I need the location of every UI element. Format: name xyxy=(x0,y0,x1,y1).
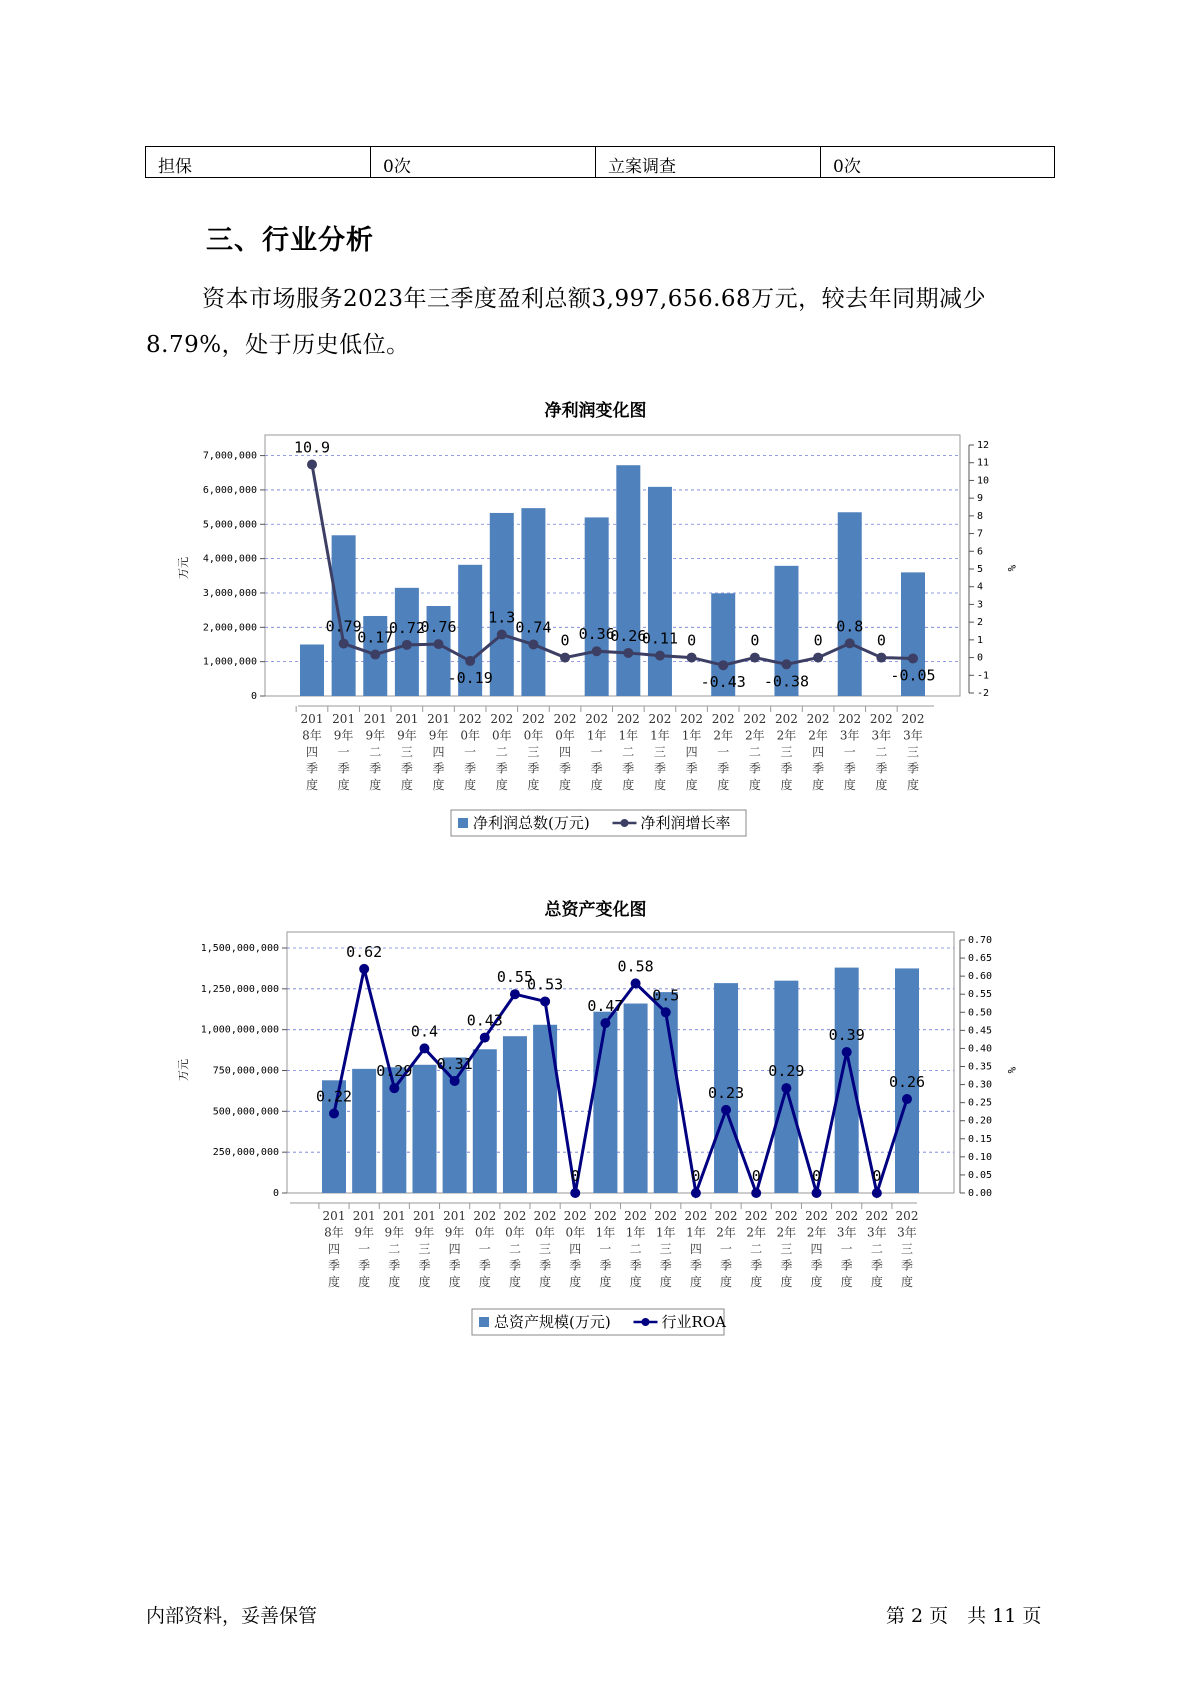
footer-page-number: 第 2 页 共 11 页 xyxy=(886,1605,1042,1627)
data-label: 0.29 xyxy=(376,1062,413,1081)
line-point xyxy=(528,639,538,649)
y2-axis-title: % xyxy=(1005,564,1018,572)
line-point xyxy=(781,1083,791,1093)
y-tick-label: 4,000,000 xyxy=(202,553,257,565)
data-label: 0 xyxy=(813,631,823,650)
line-point xyxy=(339,639,349,649)
data-label: 0.23 xyxy=(707,1083,745,1102)
x-tick-label: 202 0年四季度 xyxy=(553,712,577,792)
line-point xyxy=(570,1188,580,1198)
line-point xyxy=(750,653,760,663)
y-tick-label: 1,000,000,000 xyxy=(200,1024,279,1036)
line-point xyxy=(691,1188,701,1198)
line-point xyxy=(370,650,380,660)
line-point xyxy=(450,1076,460,1086)
y2-tick-label: 0.35 xyxy=(968,1061,993,1073)
x-tick-label: 201 9年二季度 xyxy=(382,1209,406,1289)
y2-tick-label: 10 xyxy=(977,475,990,487)
y2-axis-title: % xyxy=(1005,1066,1018,1074)
info-table xyxy=(145,146,1055,178)
total-assets-chart xyxy=(0,920,1191,1350)
y-axis-title: 万元 xyxy=(177,557,190,579)
x-tick-label: 202 3年三季度 xyxy=(901,712,925,792)
x-tick-label: 202 2年四季度 xyxy=(806,712,830,792)
data-label: 0 xyxy=(750,631,760,650)
y-tick-label: 750,000,000 xyxy=(212,1065,279,1077)
data-label: 0.22 xyxy=(315,1087,353,1106)
bar xyxy=(838,512,862,696)
x-tick-label: 202 3年二季度 xyxy=(869,712,893,792)
legend-line-marker xyxy=(642,1318,650,1326)
line-point xyxy=(721,1105,731,1115)
x-tick-label: 201 9年一季度 xyxy=(332,712,356,792)
x-tick-label: 202 0年一季度 xyxy=(473,1209,497,1289)
x-tick-label: 202 1年一季度 xyxy=(593,1209,617,1289)
y2-tick-label: 0.10 xyxy=(968,1151,993,1163)
data-label: 0.76 xyxy=(420,618,457,637)
data-label: 0 xyxy=(560,631,570,650)
line-point xyxy=(480,1033,490,1043)
data-label: 0.62 xyxy=(346,942,383,961)
x-tick-label: 202 2年一季度 xyxy=(711,712,735,792)
x-tick-label: 202 1年二季度 xyxy=(624,1209,648,1289)
line-point xyxy=(497,630,507,640)
x-tick-label: 202 0年四季度 xyxy=(563,1209,587,1289)
x-tick-label: 202 3年二季度 xyxy=(865,1209,889,1289)
data-label: 0 xyxy=(872,1167,882,1185)
y2-tick-label: 0.60 xyxy=(968,971,993,983)
bar xyxy=(616,465,640,696)
y2-tick-label: 0 xyxy=(977,652,984,664)
data-label: 0.47 xyxy=(587,997,624,1016)
y2-tick-label: 6 xyxy=(977,546,984,558)
bar xyxy=(624,1004,648,1193)
y2-tick-label: 0.05 xyxy=(968,1169,993,1181)
data-label: 1.3 xyxy=(488,608,516,627)
y2-tick-label: -1 xyxy=(977,670,990,682)
y2-tick-label: 8 xyxy=(977,510,984,522)
data-label: -0.05 xyxy=(890,666,936,685)
y-tick-label: 1,250,000,000 xyxy=(200,983,279,995)
line-point xyxy=(872,1188,882,1198)
x-tick-label: 201 8年四季度 xyxy=(322,1209,346,1289)
data-label: -0.43 xyxy=(700,673,746,692)
bar xyxy=(648,487,672,696)
data-label: 0 xyxy=(751,1167,761,1185)
x-tick-label: 202 3年三季度 xyxy=(895,1209,919,1289)
y-tick-label: 7,000,000 xyxy=(202,450,257,462)
legend-bar-label: 总资产规模(万元) xyxy=(494,1313,611,1331)
data-label: 0.4 xyxy=(410,1022,439,1041)
chart-title-profit: 净利润变化图 xyxy=(544,401,647,421)
data-label: 0.53 xyxy=(527,975,564,994)
bar xyxy=(521,508,545,696)
x-tick-label: 202 1年一季度 xyxy=(585,712,609,792)
data-label: 0.31 xyxy=(436,1054,473,1073)
x-tick-label: 201 9年三季度 xyxy=(413,1209,436,1289)
line-point xyxy=(434,639,444,649)
y2-tick-label: 11 xyxy=(977,457,990,469)
line-point xyxy=(389,1083,399,1093)
x-tick-label: 202 3年一季度 xyxy=(835,1209,859,1289)
y2-tick-label: 0.70 xyxy=(968,935,993,946)
x-tick-label: 202 3年一季度 xyxy=(838,712,862,792)
data-label: -0.38 xyxy=(763,672,810,691)
line-point xyxy=(592,646,602,656)
section-paragraph: 资本市场服务2023年三季度盈利总额3,997,656.68万元，较去年同期减少8.79%，处于历史低位。 xyxy=(146,286,987,358)
x-tick-label: 202 0年二季度 xyxy=(503,1209,527,1289)
x-tick-label: 201 9年四季度 xyxy=(427,712,450,792)
bar xyxy=(473,1049,497,1193)
bar xyxy=(835,968,859,1193)
line-point xyxy=(813,653,823,663)
data-label: 0.17 xyxy=(357,628,394,647)
bar xyxy=(332,535,356,696)
table-cell: 0次 xyxy=(371,147,596,178)
line-point xyxy=(540,996,550,1006)
legend-line-label: 净利润增长率 xyxy=(640,814,731,832)
y2-tick-label: 1 xyxy=(977,634,984,646)
bar xyxy=(412,1065,436,1193)
y2-tick-label: 0.45 xyxy=(968,1025,993,1037)
bar xyxy=(490,513,514,696)
line-point xyxy=(359,964,369,974)
table-row xyxy=(146,147,1055,178)
line-point xyxy=(510,989,520,999)
line-point xyxy=(465,656,475,666)
y2-tick-label: 3 xyxy=(977,599,984,611)
line-point xyxy=(842,1047,852,1057)
bar xyxy=(300,644,324,696)
section-title: 三、行业分析 xyxy=(206,225,374,256)
x-tick-label: 201 9年二季度 xyxy=(363,712,387,792)
line-point xyxy=(751,1188,761,1198)
chart-title-assets: 总资产变化图 xyxy=(544,900,647,920)
y-tick-label: 2,000,000 xyxy=(202,622,257,634)
data-label: 0.26 xyxy=(888,1073,926,1092)
bar xyxy=(654,992,678,1193)
y2-tick-label: 0.65 xyxy=(968,953,993,965)
data-label: 0.79 xyxy=(325,617,362,636)
x-tick-label: 201 9年四季度 xyxy=(443,1209,467,1289)
line-point xyxy=(329,1108,339,1118)
x-tick-label: 202 2年四季度 xyxy=(805,1209,828,1289)
line-point xyxy=(600,1018,610,1028)
data-label: 0.8 xyxy=(836,617,864,636)
legend-bar-label: 净利润总数(万元) xyxy=(473,814,590,832)
y2-tick-label: 0.25 xyxy=(968,1097,993,1109)
x-tick-label: 202 0年二季度 xyxy=(490,712,514,792)
y-tick-label: 0 xyxy=(250,691,257,702)
line-point xyxy=(623,648,633,658)
y-tick-label: 5,000,000 xyxy=(202,519,257,531)
legend-line-label: 行业ROA xyxy=(661,1313,726,1331)
net-profit-chart xyxy=(0,420,1191,850)
x-tick-label: 201 8年四季度 xyxy=(300,712,324,792)
x-tick-label: 202 1年四季度 xyxy=(684,1209,708,1289)
data-label: 0.39 xyxy=(828,1026,865,1045)
data-label: 0 xyxy=(691,1167,701,1185)
data-label: -0.19 xyxy=(447,668,493,687)
data-label: 0.74 xyxy=(515,618,552,637)
y2-tick-label: 0.15 xyxy=(968,1133,993,1145)
y2-tick-label: 4 xyxy=(977,581,984,593)
x-tick-label: 202 2年二季度 xyxy=(743,712,767,792)
x-tick-label: 202 1年四季度 xyxy=(680,712,704,792)
y-tick-label: 6,000,000 xyxy=(202,484,257,496)
x-tick-label: 202 2年二季度 xyxy=(744,1209,768,1289)
line-point xyxy=(307,459,317,469)
x-tick-label: 202 2年三季度 xyxy=(775,712,798,792)
x-tick-label: 202 0年三季度 xyxy=(521,712,545,792)
data-label: 0.43 xyxy=(466,1011,503,1030)
legend-line-marker xyxy=(621,819,629,827)
data-label: 0.36 xyxy=(578,625,615,644)
data-label: 0 xyxy=(570,1167,580,1185)
line-point xyxy=(661,1007,671,1017)
y2-tick-label: 7 xyxy=(977,528,984,540)
data-label: 0.5 xyxy=(652,986,680,1005)
y2-tick-label: 0.40 xyxy=(968,1043,993,1055)
x-tick-label: 202 0年一季度 xyxy=(458,712,482,792)
line-point xyxy=(902,1094,912,1104)
line-point xyxy=(419,1043,429,1053)
table-cell: 立案调查 xyxy=(596,147,821,178)
table-cell: 担保 xyxy=(146,147,371,178)
y-axis-title: 万元 xyxy=(177,1059,190,1081)
y-tick-label: 250,000,000 xyxy=(212,1147,279,1159)
y-tick-label: 3,000,000 xyxy=(202,587,257,599)
data-label: 0.26 xyxy=(610,626,647,645)
y-tick-label: 1,000,000 xyxy=(202,656,257,668)
y2-tick-label: 0.55 xyxy=(968,989,993,1001)
y2-tick-label: 9 xyxy=(977,493,984,505)
x-tick-label: 201 9年三季度 xyxy=(395,712,419,792)
footer-confidential: 内部资料，妥善保管 xyxy=(146,1605,318,1627)
y-tick-label: 500,000,000 xyxy=(212,1106,279,1118)
y2-tick-label: 0.00 xyxy=(968,1188,993,1199)
line-point xyxy=(812,1188,822,1198)
data-label: 0 xyxy=(812,1167,822,1185)
data-label: 0 xyxy=(687,631,697,650)
data-label: 0.55 xyxy=(496,968,534,987)
data-label: 0.72 xyxy=(388,618,425,637)
bar xyxy=(593,1012,617,1193)
y2-tick-label: 0.50 xyxy=(968,1007,993,1019)
x-tick-label: 202 1年三季度 xyxy=(648,712,672,792)
legend-bar-swatch xyxy=(458,818,468,828)
data-label: 10.9 xyxy=(293,438,331,457)
legend-bar-swatch xyxy=(479,1317,489,1327)
y2-tick-label: 0.30 xyxy=(968,1079,993,1091)
x-tick-label: 201 9年一季度 xyxy=(352,1209,376,1289)
line-point xyxy=(718,660,728,670)
y2-tick-label: -2 xyxy=(977,688,990,699)
line-point xyxy=(655,651,665,661)
x-tick-label: 202 1年二季度 xyxy=(616,712,640,792)
bar xyxy=(503,1036,527,1193)
line-point xyxy=(687,653,697,663)
line-point xyxy=(845,638,855,648)
y2-tick-label: 2 xyxy=(977,617,984,629)
x-tick-label: 202 0年三季度 xyxy=(533,1209,557,1289)
x-tick-label: 202 2年一季度 xyxy=(714,1209,738,1289)
bar xyxy=(585,517,609,696)
line-point xyxy=(876,653,886,663)
x-tick-label: 202 2年三季度 xyxy=(774,1209,798,1289)
y2-tick-label: 12 xyxy=(977,440,990,451)
y-tick-label: 0 xyxy=(272,1188,279,1199)
data-label: 0.29 xyxy=(768,1062,805,1081)
data-label: 0.58 xyxy=(617,957,654,976)
bar xyxy=(352,1069,376,1193)
line-point xyxy=(781,659,791,669)
data-label: 0.11 xyxy=(641,629,679,648)
line-point xyxy=(560,653,570,663)
line-point xyxy=(631,978,641,988)
x-tick-label: 202 1年三季度 xyxy=(654,1209,678,1289)
y-tick-label: 1,500,000,000 xyxy=(200,943,279,954)
y2-tick-label: 0.20 xyxy=(968,1115,993,1127)
table-cell: 0次 xyxy=(821,147,1055,178)
data-label: 0 xyxy=(876,631,886,650)
line-point xyxy=(908,653,918,663)
y2-tick-label: 5 xyxy=(977,564,984,575)
line-point xyxy=(402,640,412,650)
